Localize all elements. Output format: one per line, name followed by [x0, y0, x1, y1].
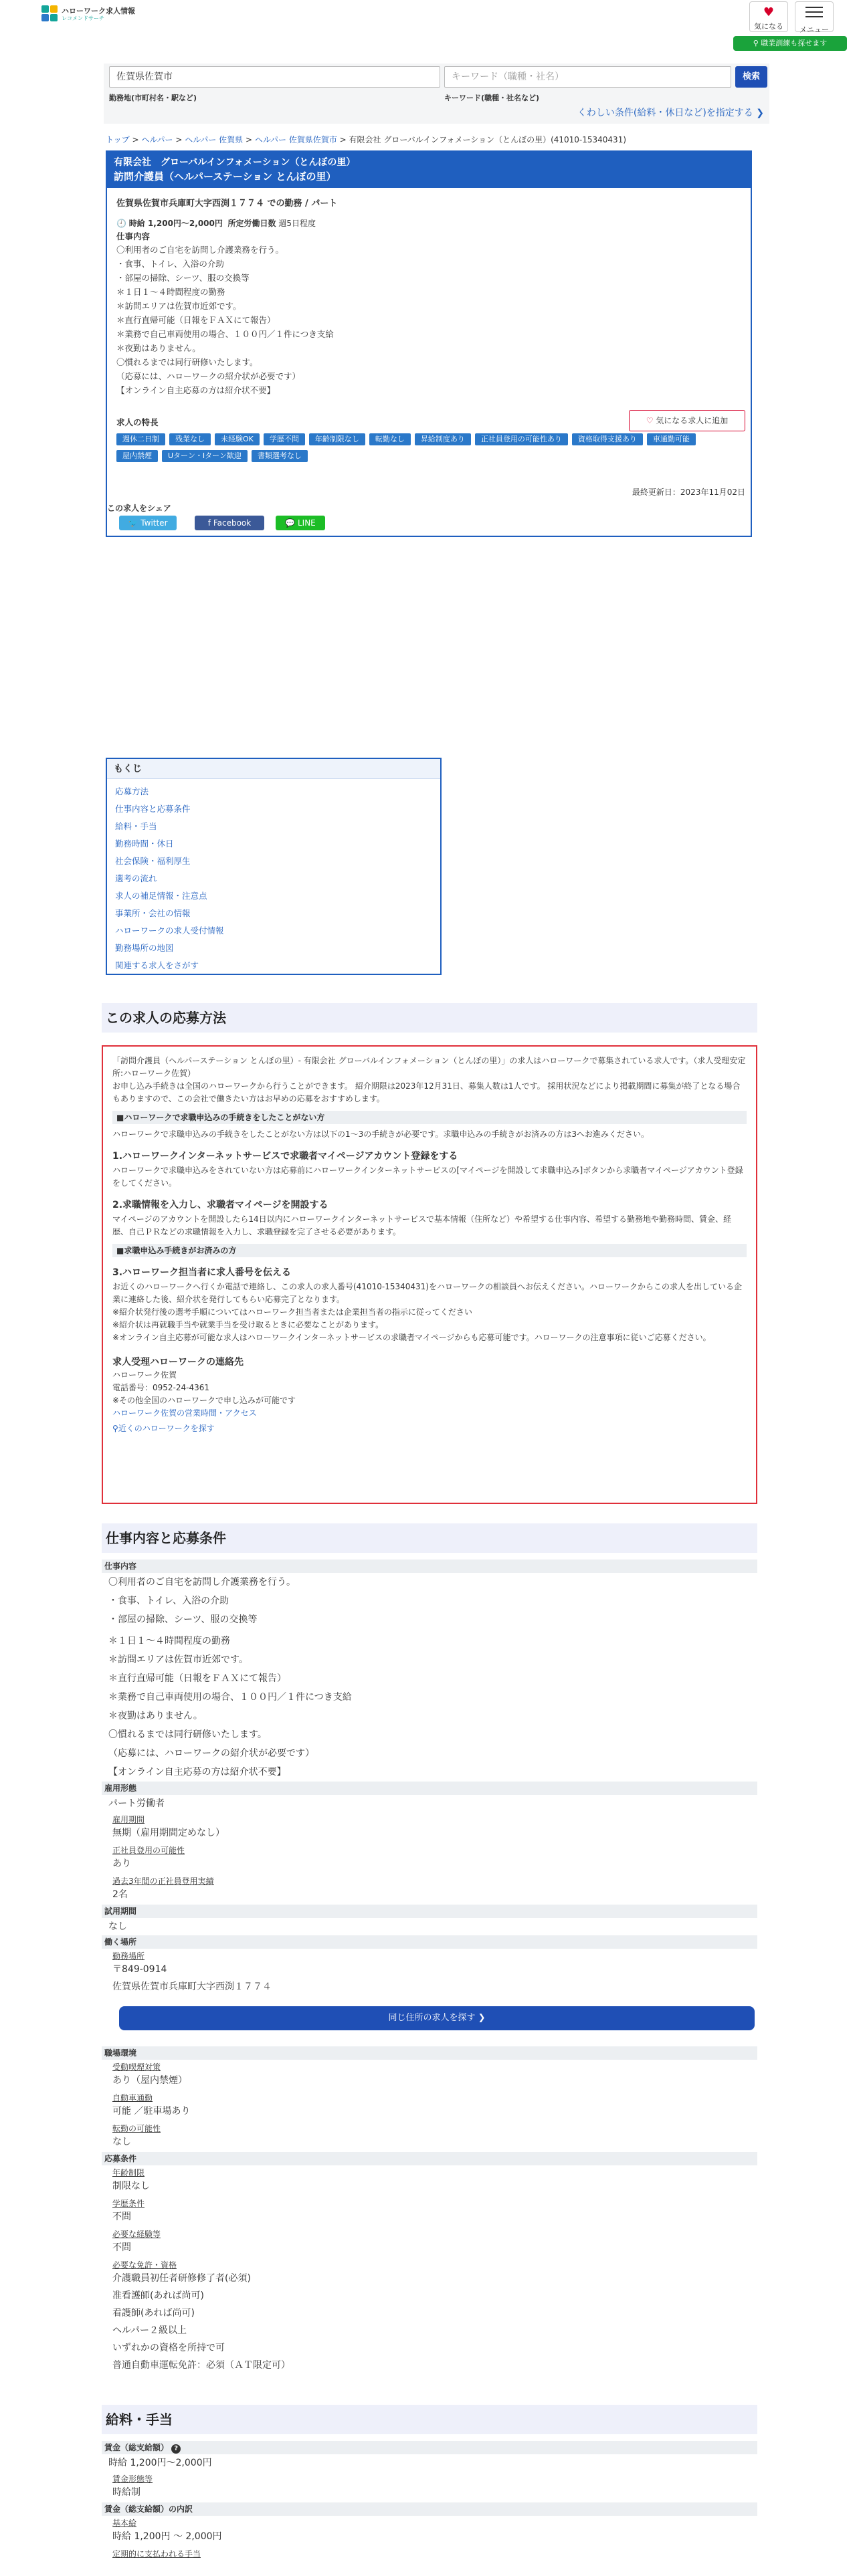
detail-key: 仕事内容 — [102, 1560, 757, 1573]
feature-tag[interactable]: 残業なし — [169, 433, 211, 445]
detail-key: 働く場所 — [102, 1935, 757, 1949]
facebook-icon: f — [207, 518, 211, 528]
job-title[interactable]: 訪問介護員（ヘルパーステーション とんぼの里） — [114, 171, 337, 183]
job-card-header — [107, 152, 751, 188]
step-2-heading: 2.求職情報を入力し、求職者マイページを開設する — [112, 1200, 328, 1210]
training-search-button[interactable] — [733, 36, 847, 51]
detail-value: ＊業務で自己車両使用の場合、１００円／１件につき支給 — [108, 1692, 352, 1703]
detail-subkey[interactable]: 定期的に支払われる手当 — [112, 2549, 201, 2559]
feature-tag[interactable]: 未経験OK — [215, 433, 260, 445]
detail-value: 無期（雇用期間定めなし） — [112, 1828, 225, 1838]
advanced-conditions-link[interactable] — [577, 106, 764, 121]
logo-title: ハローワーク求人情報 — [62, 6, 135, 15]
detail-subkey[interactable]: 学歴条件 — [112, 2199, 145, 2208]
feature-tag[interactable]: 屋内禁煙 — [116, 450, 158, 462]
step-3-text: お近くのハローワークへ行くか電話で連絡し、この求人の求人番号(41010-15340431)をハローワークの相談員へお伝えください。ハローワークからこの求人を出している企業に連絡した後、紹介状を発行してもらい応募完了となります。 — [112, 1282, 742, 1304]
details-table-2 — [102, 2046, 757, 2375]
content-line: ＊訪問エリアは佐賀市近郊です。 — [116, 301, 242, 312]
advanced-conditions-label: くわしい条件(給料・休日など)を指定する — [577, 108, 753, 118]
content-line: ・部屋の掃除、シーツ、服の交換等 — [116, 273, 250, 284]
share-facebook-button[interactable] — [195, 516, 264, 530]
features-heading: 求人の特長 — [116, 417, 159, 428]
share-line-button[interactable] — [276, 516, 325, 530]
keyword-label: キーワード(職種・社名など) — [444, 94, 540, 102]
apply-intro: 「訪問介護員（ヘルパーステーション とんぼの里）- 有限会社 グローバルインフォメーション（とんぼの里）」の求人はハローワークで募集されている求人です。（求人受理安定所:ハローワーク佐賀） — [112, 1056, 746, 1078]
apply-note: ※紹介状発行後の選考手順についてはハローワーク担当者または企業担当者の指示に従ってください — [112, 1307, 472, 1317]
detail-value: 佐賀県佐賀市兵庫町大字西渕１７７４ — [112, 1981, 272, 1992]
feature-tag[interactable]: 年齢制限なし — [309, 433, 365, 445]
content-line: 〇慣れるまでは同行研修いたします。 — [116, 357, 258, 368]
feature-tag[interactable]: 車通勤可能 — [647, 433, 696, 445]
hours-label: 所定労働日数 — [227, 219, 276, 229]
detail-value: 〇慣れるまでは同行研修いたします。 — [108, 1729, 267, 1740]
breadcrumb-item[interactable]: トップ — [106, 135, 130, 144]
detail-value: パート労働者 — [108, 1798, 165, 1809]
detail-value: ヘルパー２級以上 — [112, 2325, 187, 2336]
detail-value: 准看護師(あれば尚可) — [112, 2290, 204, 2301]
logo-subtitle: レコメンドサーチ — [62, 15, 104, 21]
detail-value: 〇利用者のご自宅を訪問し介護業務を行う。 — [108, 1577, 296, 1588]
detail-value: ・食事、トイレ、入浴の介助 — [108, 1596, 229, 1606]
apply-subheading-new: ■ハローワークで求職申込みの手続きをしたことがない方 — [112, 1111, 747, 1124]
step-1-heading: 1.ハローワークインターネットサービスで求職者マイページアカウント登録をする — [112, 1151, 458, 1162]
toc-item[interactable]: 勤務場所の地図 — [115, 943, 174, 953]
logo-mark-icon — [41, 5, 59, 23]
clock-icon: 🕘 — [116, 219, 126, 229]
detail-key: 試用期間 — [102, 1905, 757, 1918]
detail-subkey[interactable]: 正社員登用の可能性 — [112, 1846, 185, 1855]
detail-subkey[interactable]: 年齢制限 — [112, 2168, 145, 2177]
detail-key: 応募条件 — [102, 2152, 757, 2165]
toc-item[interactable]: 関連する求人をさがす — [115, 960, 199, 970]
detail-subkey[interactable]: 自動車通勤 — [112, 2093, 153, 2103]
detail-value: 可能 ／駐車場あり — [112, 2106, 191, 2117]
details-table — [102, 1560, 757, 1997]
toc-item[interactable]: 事業所・会社の情報 — [115, 908, 191, 918]
heart-outline-icon: ♡ — [646, 416, 654, 425]
feature-tag[interactable]: 週休二日制 — [116, 433, 165, 445]
chevron-right-icon: ❯ — [478, 2013, 486, 2023]
share-twitter-label: Twitter — [140, 518, 168, 528]
detail-value: 〒849-0914 — [112, 1964, 167, 1975]
toc-item[interactable]: 給料・手当 — [115, 821, 157, 831]
detail-subkey[interactable]: 受動喫煙対策 — [112, 2062, 161, 2072]
search-panel — [104, 64, 769, 124]
feature-tags — [116, 433, 719, 466]
detail-value: ＊直行直帰可能（日報をＦＡＸにて報告） — [108, 1673, 286, 1684]
detail-subkey[interactable]: 基本給 — [112, 2518, 137, 2528]
toc-item[interactable]: 応募方法 — [115, 786, 149, 796]
detail-value: 不問 — [112, 2212, 131, 2222]
apply-note: ※オンライン自主応募が可能な求人はハローワークインターネットサービスの求職者マイページからも応募可能です。ハローワークの注意事項に従いご応募ください。 — [112, 1333, 711, 1342]
toc-item[interactable]: 選考の流れ — [115, 873, 157, 883]
detail-value: 制限なし — [112, 2181, 150, 2191]
apply-note: ※紹介状は再就職手当や就業手当を受け取るときに必要なことがあります。 — [112, 1320, 384, 1329]
content-line: ＊直行直帰可能（日報をＦＡＸにて報告） — [116, 315, 276, 326]
location-label: 勤務地(市町村名・駅など) — [109, 94, 197, 102]
detail-value: 看護師(あれば尚可) — [112, 2308, 195, 2319]
detail-value: なし — [112, 2137, 131, 2147]
detail-value: あり（屋内禁煙） — [112, 2075, 187, 2086]
wage-value: 時給 1,200円〜2,000円 — [128, 219, 223, 229]
job-summary-card — [106, 150, 752, 537]
wage-line — [116, 217, 741, 230]
apply-subheading-registered: ■求職申込み手続きがお済みの方 — [112, 1244, 747, 1257]
detail-key: 雇用形態 — [102, 1782, 757, 1795]
content-line: ＊１日１〜４時間程度の勤務 — [116, 287, 225, 298]
contact-heading: 求人受理ハローワークの連絡先 — [112, 1357, 244, 1368]
detail-value: 介護職員初任者研修修了者(必須) — [112, 2273, 251, 2284]
help-icon[interactable]: ? — [171, 2444, 181, 2454]
detail-value: ・部屋の掃除、シーツ、服の交換等 — [108, 1614, 258, 1625]
content-line: 〇利用者のご自宅を訪問し介護業務を行う。 — [116, 245, 284, 255]
job-location: 佐賀県佐賀市兵庫町大字西渕１７７４ での勤務 / パート — [116, 199, 338, 209]
content-line: ・食事、トイレ、入浴の介助 — [116, 259, 224, 270]
content-line: ＊夜勤はありません。 — [116, 343, 201, 354]
apply-intro-2: お申し込み手続きは全国のハローワークから行うことができます。 紹介期限は2023年12月31日、募集人数は1人です。 採用状況などにより掲載期間に募集が終了となる場合もありますので、この会社で働きたい方はお早めの応募をおすすめします。 — [112, 1081, 741, 1103]
favorites-label: 気になる — [754, 22, 783, 31]
search-icon: ⚲ — [753, 39, 759, 47]
office-name: ハローワーク佐賀 — [112, 1370, 177, 1380]
details-section-heading: 仕事内容と応募条件 — [102, 1523, 757, 1553]
content-lines — [116, 243, 741, 397]
content-heading: 仕事内容 — [116, 231, 151, 241]
nearby-office-label: 近くのハローワークを探す — [118, 1424, 215, 1433]
detail-value: 【オンライン自主応募の方は紹介状不要】 — [108, 1767, 286, 1778]
search-icon: ⚲ — [112, 1424, 118, 1433]
feature-tag[interactable]: 資格取得支援あり — [572, 433, 643, 445]
share-twitter-button[interactable] — [119, 516, 177, 530]
detail-value: 時給 1,200円〜2,000円 — [108, 2458, 212, 2468]
detail-value: 2名 — [112, 1889, 128, 1900]
feature-tag[interactable]: 正社員登用の可能性あり — [475, 433, 568, 445]
table-of-contents — [106, 758, 442, 975]
wage-label: 賃金（総支給額） — [104, 2443, 169, 2452]
detail-value: （応募には、ハローワークの紹介状が必要です） — [108, 1748, 314, 1759]
menu-label: メニュー — [799, 25, 829, 35]
chevron-right-icon: ❯ — [756, 108, 764, 118]
site-logo[interactable] — [41, 5, 135, 23]
toc-item[interactable]: 勤務時間・休日 — [115, 839, 174, 849]
feature-tag[interactable]: 書類選考なし — [252, 450, 308, 462]
feature-tag[interactable]: 昇給制度あり — [415, 433, 471, 445]
detail-subkey[interactable]: 雇用期間 — [112, 1815, 145, 1824]
detail-value: 時給制 — [112, 2487, 140, 2498]
breadcrumb-item[interactable]: ヘルパー 佐賀県 — [185, 135, 244, 144]
step-3-heading: 3.ハローワーク担当者に求人番号を伝える — [112, 1267, 292, 1278]
detail-subkey[interactable]: 過去3年間の正社員登用実績 — [112, 1876, 214, 1886]
detail-value: ＊夜勤はありません。 — [108, 1711, 203, 1721]
apply-section-heading: この求人の応募方法 — [102, 1003, 757, 1033]
heart-icon: ♥ — [763, 5, 775, 19]
step-2-text: マイページのアカウントを開設したら14日以内にハローワークインターネットサービスで基本情報（住所など）や希望する仕事内容、希望する勤務地や勤務時間、賃金、経歴、自己ＰＲなどの求職情報を入力し、求職登録を完了させる必要があります。 — [112, 1214, 731, 1237]
same-address-search-button[interactable] — [119, 2006, 755, 2030]
breadcrumb-item[interactable]: ヘルパー — [141, 135, 173, 144]
menu-button[interactable] — [795, 1, 834, 35]
detail-value: なし — [108, 1921, 127, 1932]
detail-key: 職場環境 — [102, 2046, 757, 2060]
detail-value: ＊１日１〜４時間程度の勤務 — [108, 1636, 230, 1646]
line-icon: 💬 — [285, 518, 296, 528]
location-input[interactable]: 佐賀県佐賀市 — [109, 66, 440, 88]
toc-item[interactable]: 求人の補足情報・注意点 — [115, 891, 207, 901]
detail-key: 賃金（総支給額）の内訳 — [102, 2502, 757, 2516]
detail-value: 不問 — [112, 2242, 131, 2253]
share-label: この求人をシェア — [107, 504, 171, 513]
hamburger-icon — [805, 7, 823, 21]
detail-value: いずれかの資格を所持で可 — [112, 2343, 225, 2353]
add-favorite-button[interactable] — [629, 410, 745, 431]
other-office-note: ※その他全国のハローワークで申し込みが可能です — [112, 1396, 296, 1405]
office-hours-link[interactable]: ハローワーク佐賀の営業時間・アクセス — [112, 1408, 257, 1418]
detail-subkey[interactable]: 必要な免許・資格 — [112, 2260, 177, 2270]
breadcrumb: トップ > ヘルパー > ヘルパー 佐賀県 > ヘルパー 佐賀県佐賀市 > 有限会社 グローバルインフォメーション（とんぼの里）(41010-15340431) — [106, 135, 627, 144]
detail-value: ＊訪問エリアは佐賀市近郊です。 — [108, 1654, 248, 1665]
training-label: 職業訓練も探せます — [761, 39, 828, 47]
office-phone: 電話番号：0952-24-4361 — [112, 1383, 210, 1392]
detail-value: 時給 1,200円 〜 2,000円 — [112, 2531, 222, 2542]
detail-value: 普通自動車運転免許：必須（ＡＴ限定可） — [112, 2360, 290, 2371]
apply-new-text: ハローワークで求職申込みの手続きをしたことがない方は以下の1〜3の手続きが必要です。求職申込みの手続きがお済みの方は3へお進みください。 — [112, 1130, 649, 1139]
detail-subkey[interactable]: 必要な経験等 — [112, 2230, 161, 2239]
company-name: 有限会社 グローバルインフォメーション（とんぼの里） — [114, 157, 356, 168]
add-favorite-label: 気になる求人に追加 — [656, 416, 729, 425]
breadcrumb-current: 有限会社 グローバルインフォメーション（とんぼの里）(41010-15340431) — [349, 135, 627, 144]
nearby-office-link[interactable] — [112, 1424, 215, 1433]
feature-tag[interactable]: 転勤なし — [369, 433, 411, 445]
detail-key — [102, 2441, 757, 2454]
apply-box — [102, 1045, 757, 1504]
toc-item[interactable]: 社会保険・福利厚生 — [115, 856, 191, 866]
detail-subkey[interactable]: 勤務場所 — [112, 1951, 145, 1961]
step-1-text: ハローワークで求職申込みをされていない方は応募前にハローワークインターネットサービスの[マイページを開設して求職申込み]ボタンから求職者マイページアカウント登録をしてください。 — [112, 1166, 743, 1188]
toc-item[interactable]: 仕事内容と応募条件 — [115, 804, 191, 814]
toc-item[interactable]: ハローワークの求人受付情報 — [115, 926, 224, 936]
salary-table — [102, 2441, 757, 2560]
breadcrumb-item[interactable]: ヘルパー 佐賀県佐賀市 — [254, 135, 337, 144]
share-facebook-label: Facebook — [213, 518, 252, 528]
last-updated: 最終更新日：2023年11月02日 — [632, 488, 745, 497]
content-line: ＊業務で自己車両使用の場合、１００円／１件につき支給 — [116, 329, 334, 340]
hours-value: 週5日程度 — [278, 219, 316, 229]
content-line: 【オンライン自主応募の方は紹介状不要】 — [116, 385, 276, 396]
detail-subkey[interactable]: 転勤の可能性 — [112, 2124, 161, 2133]
same-address-label: 同じ住所の求人を探す — [388, 2013, 476, 2023]
share-line-label: LINE — [297, 518, 316, 528]
keyword-input[interactable]: キーワード（職種・社名） — [444, 66, 731, 88]
feature-tag[interactable]: 学歴不問 — [264, 433, 305, 445]
feature-tag[interactable]: Uターン・Iターン歓迎 — [162, 450, 248, 462]
search-button[interactable]: 検索 — [735, 66, 767, 88]
content-line: （応募には、ハローワークの紹介状が必要です） — [116, 371, 301, 382]
salary-section-heading: 給料・手当 — [102, 2405, 757, 2434]
favorites-button[interactable] — [749, 1, 788, 32]
twitter-icon: 🐦 — [128, 518, 138, 528]
site-header — [0, 0, 859, 52]
detail-value: あり — [112, 1858, 131, 1869]
toc-heading: もくじ — [107, 759, 440, 779]
detail-subkey[interactable]: 賃金形態等 — [112, 2474, 153, 2484]
